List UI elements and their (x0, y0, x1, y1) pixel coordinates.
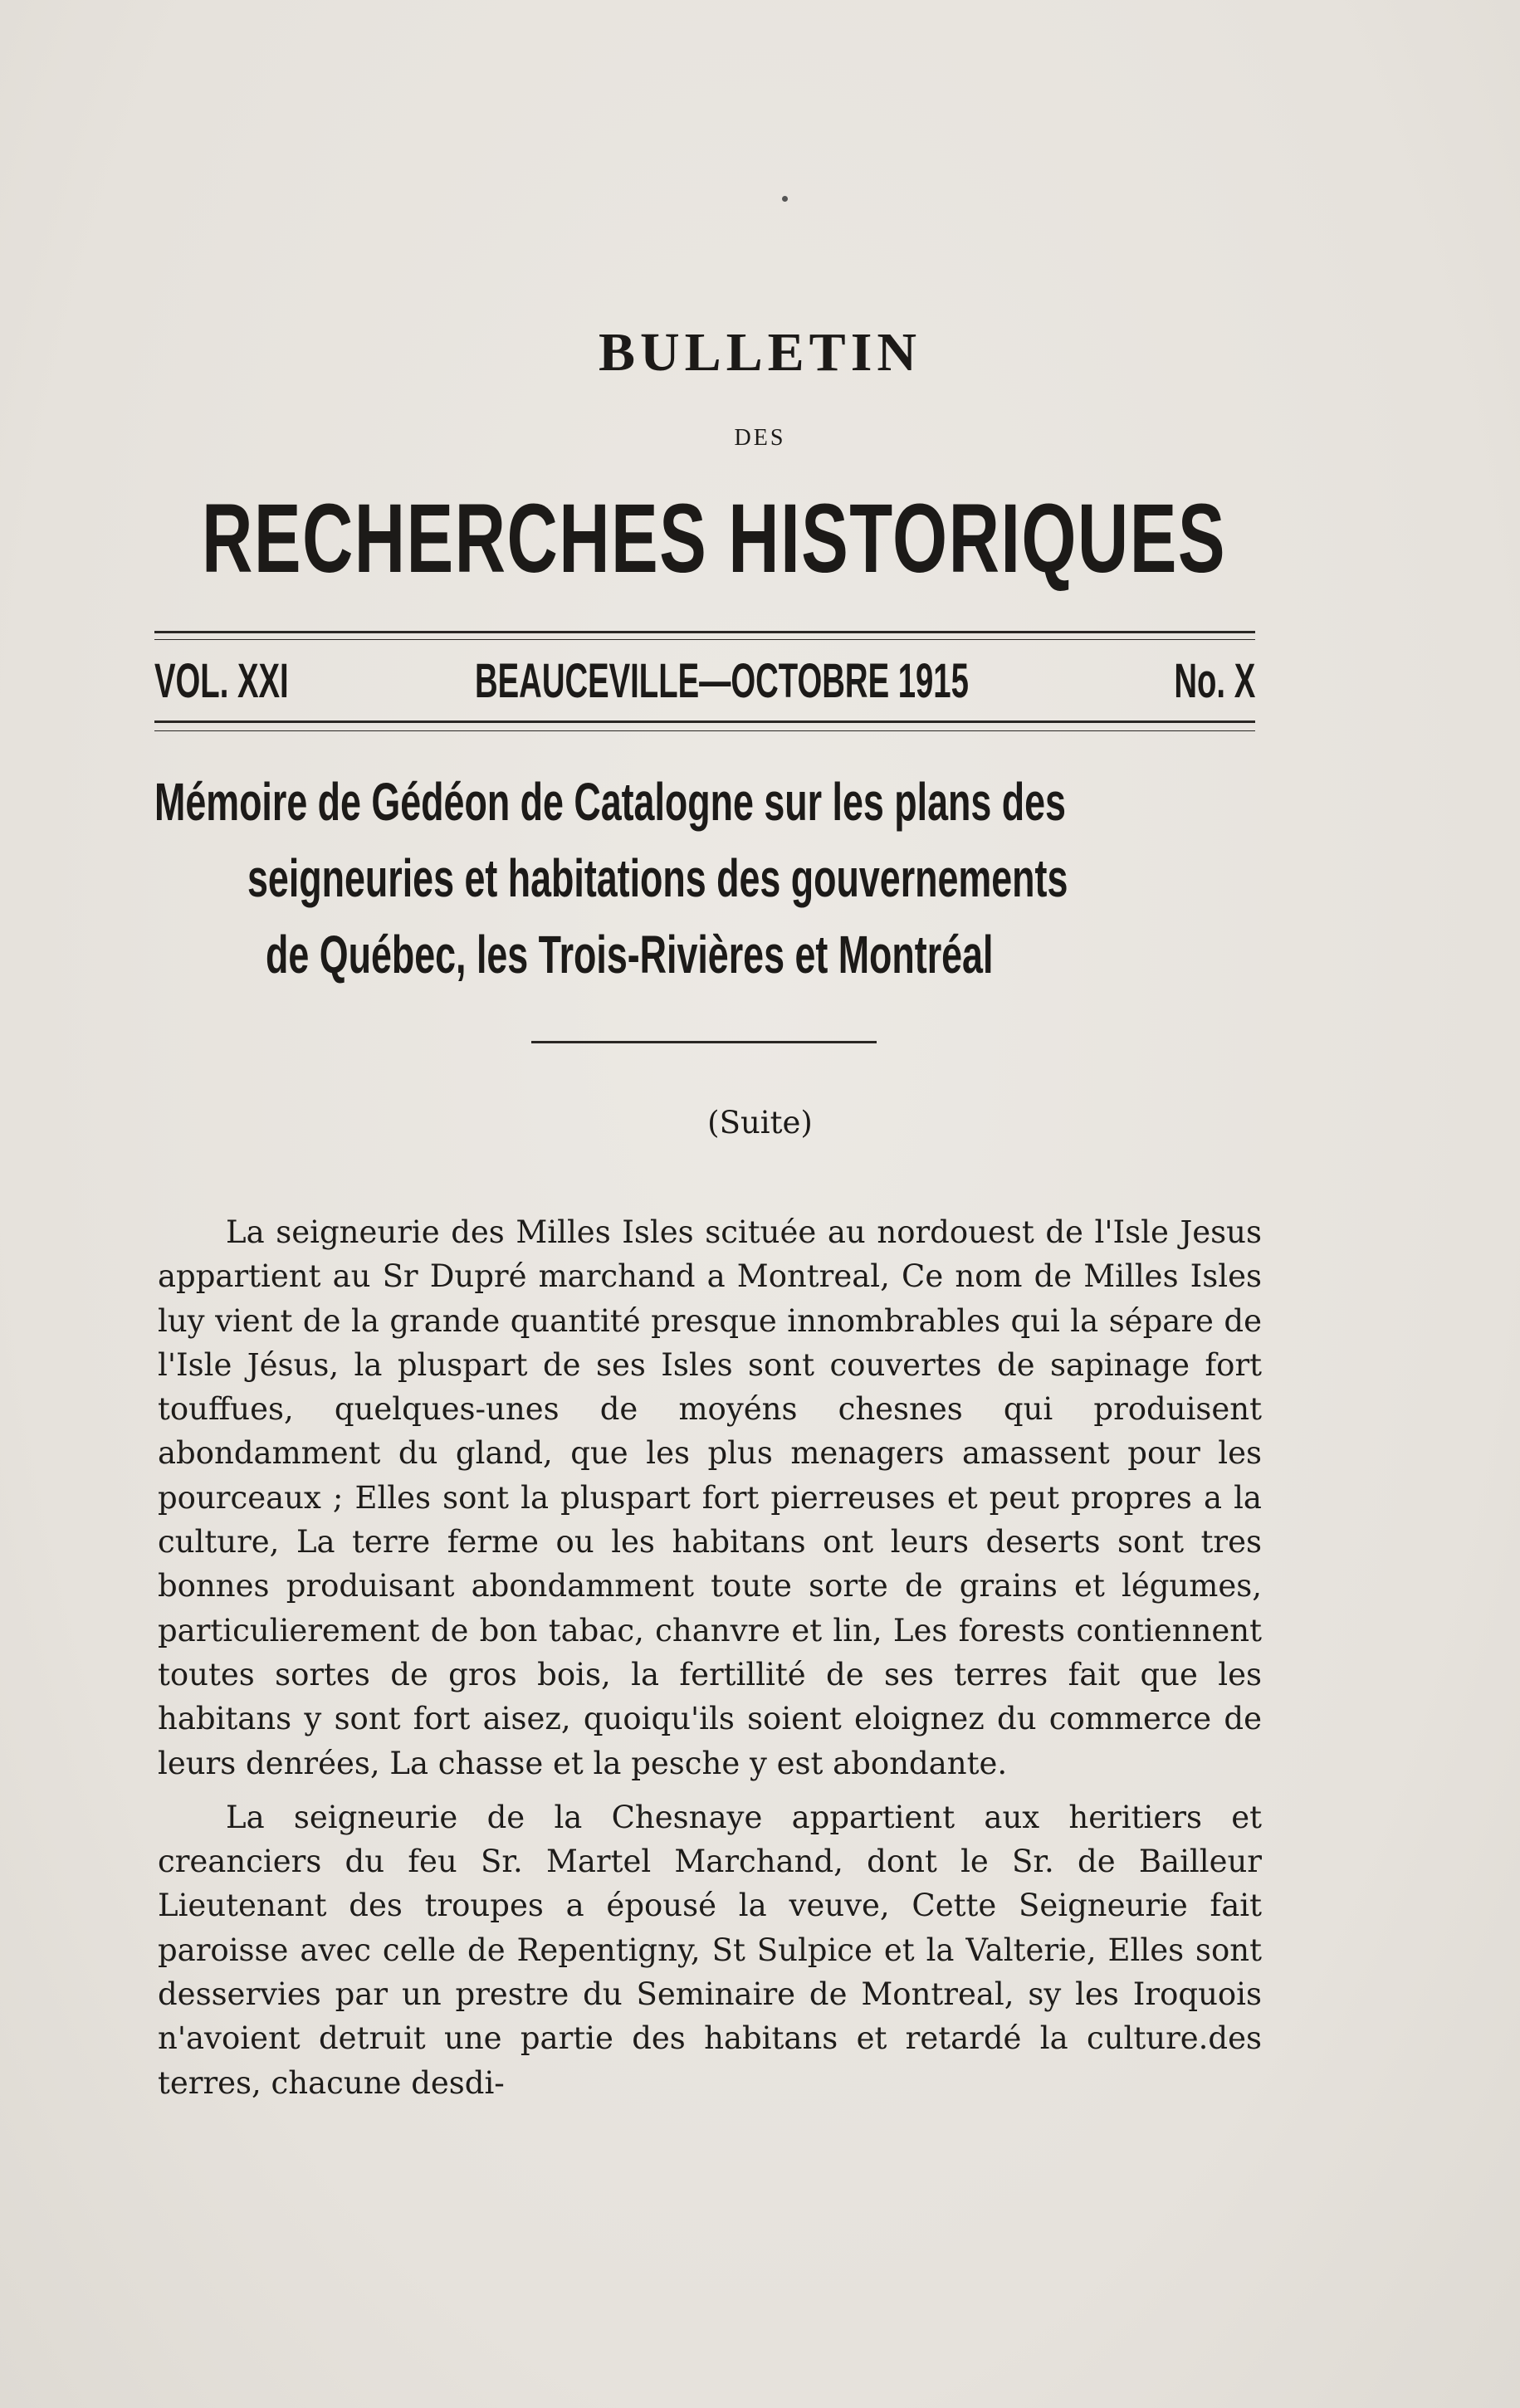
header-rule-top (154, 631, 1255, 633)
volume-label: VOL. XXI (154, 654, 289, 708)
header-rule-top-thin (154, 639, 1255, 640)
masthead-bulletin: BULLETIN (598, 322, 922, 383)
header-rule-bottom (154, 720, 1255, 723)
title-separator (531, 1041, 877, 1043)
issue-line (154, 652, 1255, 711)
masthead-title: RECHERCHES HISTORIQUES (202, 484, 1226, 593)
title-line-1: Mémoire de Gédéon de Catalogne sur les plans des (154, 772, 1066, 832)
place-date: BEAUCEVILLE—OCTOBRE 1915 (475, 654, 969, 708)
title-line-3: de Québec, les Trois-Rivières et Montréal (266, 925, 994, 984)
title-line-2: seigneuries et habitations des gouvernements (247, 848, 1068, 908)
header-rule-bottom-thin (154, 730, 1255, 731)
paragraph: La seigneurie des Milles Isles scituée au nordouest de l'Isle Jesus appartient au Sr Dupré marchand a Montreal, Ce nom de Milles Isles luy vient de la grande quantité presque innombrables qui la sépare de l'Isle Jésus, la pluspart de ses Isles sont couvertes de sapinage fort touffues, quelques-unes de moyéns chesnes qui produisent abondamment du gland, que les plus menagers amassent pour les pourceaux ; Elles sont la pluspart fort pierreuses et peut propres a la culture, La terre ferme ou les habitans ont leurs deserts sont tres bonnes produisant abondamment toute sorte de grains et légumes, particulierement de bon tabac, chanvre et lin, Les forests contiennent toutes sortes de gros bois, la fertillité de ses terres fait que les habitans y sont fort aisez, quoiqu'ils soient eloignez du commerce de leurs denrées, La chasse et la pesche y est abondante. (158, 1214, 1262, 1781)
paragraph: La seigneurie de la Chesnaye appartient aux heritiers et creanciers du feu Sr. Martel Marchand, dont le Sr. de Bailleur Lieutenant des troupes a épousé la veuve, Cette Seigneurie fait paroisse avec celle de Repentigny, St Sulpice et la Valterie, Elles sont desservies par un prestre du Seminaire de Montreal, sy les Iroquois n'avoient detruit une partie des habitans et retardé la culture.des terres, chacune desdi- (158, 1799, 1262, 2101)
ink-speck (782, 196, 788, 202)
article-subtitle: (Suite) (707, 1105, 813, 1141)
masthead-des: DES (734, 425, 786, 451)
article-body (158, 1210, 1262, 2105)
issue-number: No. X (1174, 654, 1255, 708)
